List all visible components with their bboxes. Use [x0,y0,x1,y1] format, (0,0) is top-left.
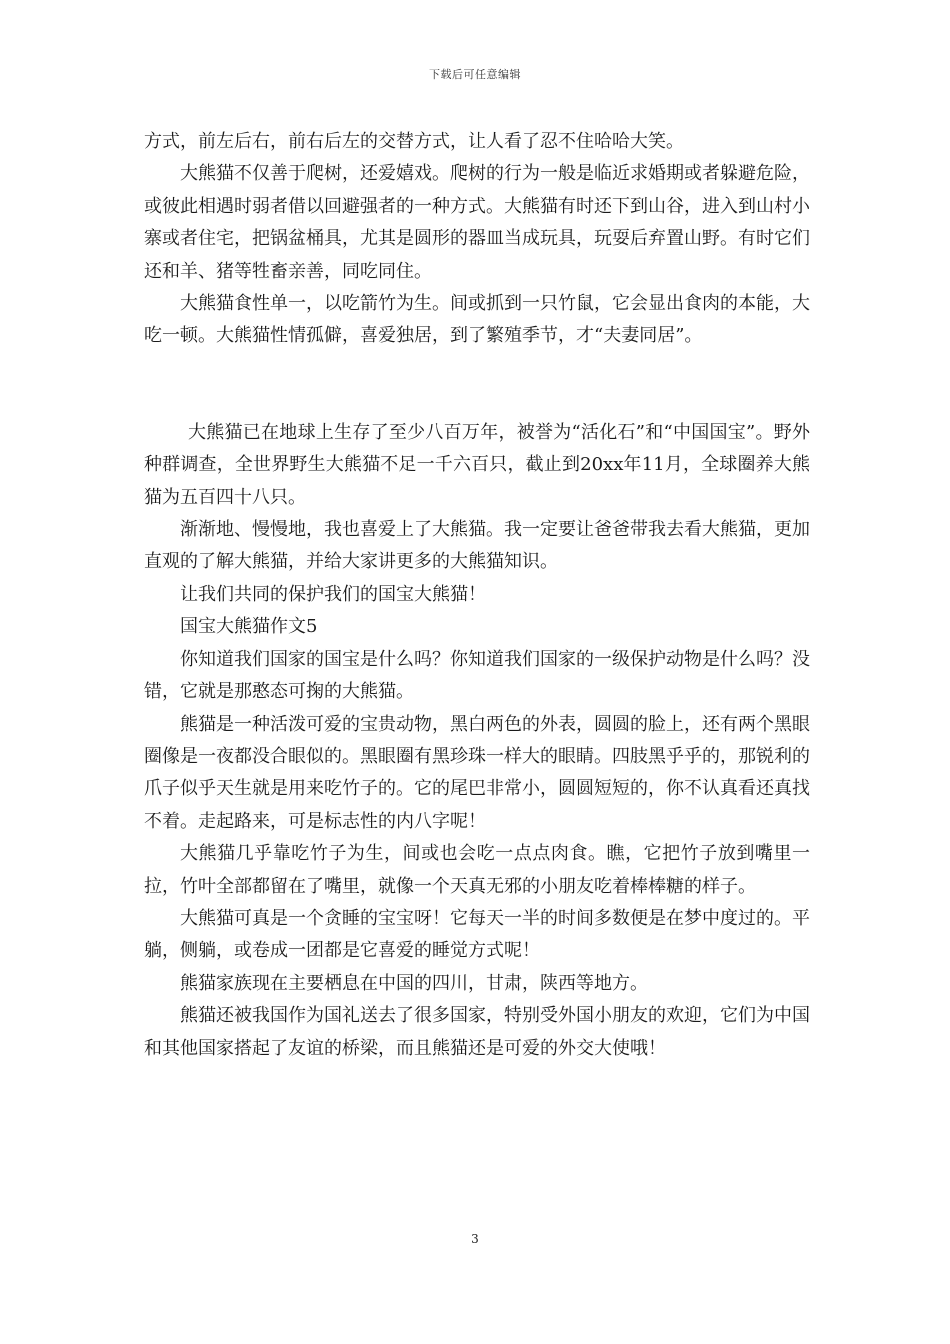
document-body [144,126,810,1065]
paragraph: 你知道我们国家的国宝是什么吗？你知道我们国家的一级保护动物是什么吗？没错，它就是那憨态可掬的大熊猫。 [144,648,810,703]
paragraph: 熊猫还被我国作为国礼送去了很多国家，特别受外国小朋友的欢迎，它们为中国和其他国家搭起了友谊的桥梁，而且熊猫还是可爱的外交大使哦！ [144,1005,810,1059]
paragraph-gap [144,353,810,417]
paragraph: 熊猫是一种活泼可爱的宝贵动物，黑白两色的外表，圆圆的脸上，还有两个黑眼圈像是一夜都没合眼似的。黑眼圈有黑珍珠一样大的眼睛。四肢黑乎乎的，那锐利的爪子似乎天生就是用来吃竹子的。它的尾巴非常小，圆圆短短的，你不认真看还真找不着。走起路来，可是标志性的内八字呢！ [144,713,810,832]
paragraph: 方式，前左后右，前右后左的交替方式，让人看了忍不住哈哈大笑。 [144,131,684,152]
paragraph: 大熊猫不仅善于爬树，还爱嬉戏。爬树的行为一般是临近求婚期或者躲避危险，或彼此相遇时弱者借以回避强者的一种方式。大熊猫有时还下到山谷，进入到山村小寨或者住宅，把锅盆桶具，尤其是圆形的器皿当成玩具，玩耍后弃置山野。有时它们还和羊、猪等牲畜亲善，同吃同住。 [144,163,810,282]
section-title: 国宝大熊猫作文5 [180,616,318,638]
paragraph: 让我们共同的保护我们的国宝大熊猫！ [180,583,486,605]
paragraph: 渐渐地、慢慢地，我也喜爱上了大熊猫。我一定要让爸爸带我去看大熊猫，更加直观的了解大熊猫，并给大家讲更多的大熊猫知识。 [144,519,810,573]
paragraph: 大熊猫已在地球上生存了至少八百万年，被誉为“活化石”和“中国国宝”。野外种群调查，全世界野生大熊猫不足一千六百只，截止到20xx年11月，全球圈养大熊猫为五百四十八只。 [144,421,810,508]
paragraph: 大熊猫几乎靠吃竹子为生，间或也会吃一点点肉食。瞧，它把竹子放到嘴里一拉，竹叶全部都留在了嘴里，就像一个天真无邪的小朋友吃着棒棒糖的样子。 [144,843,810,897]
paragraph: 大熊猫食性单一，以吃箭竹为生。间或抓到一只竹鼠，它会显出食肉的本能，大吃一顿。大熊猫性情孤僻，喜爱独居，到了繁殖季节，才“夫妻同居”。 [144,293,810,347]
page-number: 3 [471,1232,479,1246]
page-header: 下载后可任意编辑 [429,68,521,81]
paragraph: 熊猫家族现在主要栖息在中国的四川，甘肃，陕西等地方。 [180,972,648,994]
paragraph: 大熊猫可真是一个贪睡的宝宝呀！它每天一半的时间多数便是在梦中度过的。平躺，侧躺，或卷成一团都是它喜爱的睡觉方式呢！ [144,907,810,962]
